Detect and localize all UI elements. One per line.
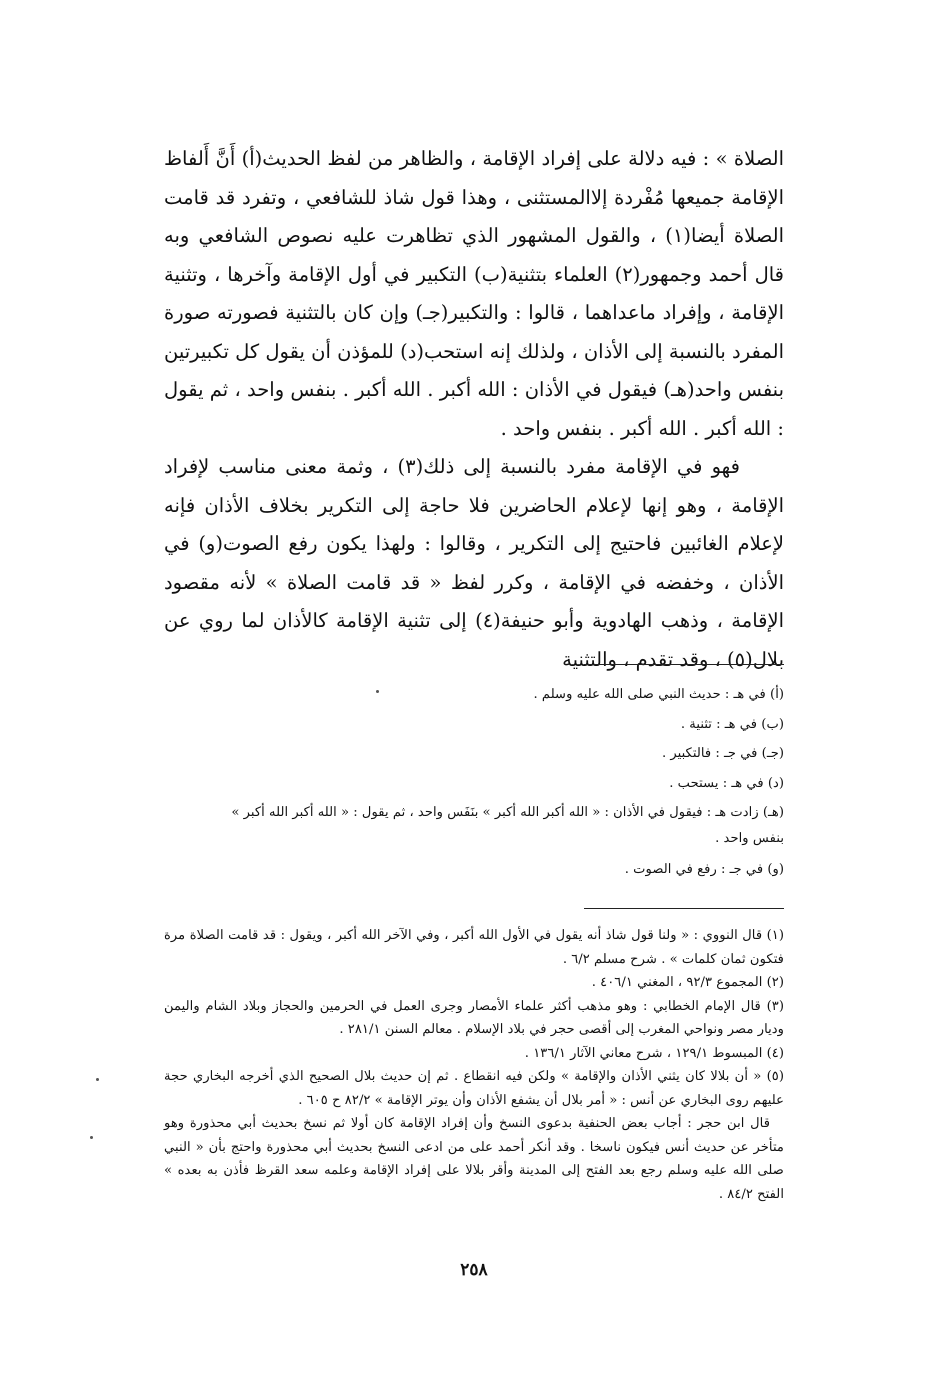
main-paragraph: الصلاة » : فيه دلالة على إفراد الإقامة ، والظاهر من لفظ الحديث(أ) أَنَّ أَلفاظ الإقامة جميعها مُفْردة إلاالمستثنى ، وهذا قول شاذ للشافعي ، وتفرد قد قامت الصلاة أيضا(١) ، والقول المشهور الذي تظاهرت عليه نصوص الشافعي وبه قال أحمد وجمهور(٢) العلماء بتثنية(ب) التكبير في أول الإقامة وآخرها ، وتثنية الإقامة ، وإفراد ماعداهما ، قالوا : والتكبير(جـ) وإن كان بالتثنية فصورته صورة المفرد بالنسبة إلى الأذان ، ولذلك إنه استحب(د) للمؤذن أن يقول كل تكبيرتين بنفس واحد(هـ) فيقول في الأذان : الله أكبر . الله أكبر . بنفس واحد ، ثم يقول : الله أكبر . الله أكبر . بنفس واحد . <box>164 147 785 440</box>
footnotes <box>164 924 784 1206</box>
footnote: (٢) المجموع ٩٢/٣ ، المغني ٤٠٦/١ . <box>591 975 784 990</box>
manuscript-variants <box>164 680 784 884</box>
variant-note <box>164 798 784 850</box>
variant-note: (د) في هـ : يستحب . <box>669 775 784 791</box>
main-paragraph: فهو في الإقامة مفرد بالنسبة إلى ذلك(٣) ، وثمة معنى مناسب لإفراد الإقامة ، وهو إنها لإعلام الحاضرين فلا حاجة إلى التكرير بخلاف الأذان فإنه لإعلام الغائبين فاحتيج إلى التكرير ، وقالوا : ولهذا يكون رفع الصوت(و) في الأذان ، وخفضه في الإقامة ، وكرر لفظ « قد قامت الصلاة » لأنه مقصود الإقامة ، وذهب الهادوية وأبو حنيفة(٤) إلى تثنية الإقامة كالأذان لما روي عن بلال(٥) ، وقد تقدم ، والتثنية <box>164 455 784 671</box>
footnote: (٤) المبسوط ١٢٩/١ ، شرح معاني الآثار ١٣٦/١ . <box>524 1045 784 1061</box>
footnotes-divider <box>584 908 784 909</box>
variant-note-continuation: بنفس واحد . <box>715 830 784 846</box>
scan-speck <box>376 690 379 693</box>
footnote-continuation: قال ابن حجر : أجاب بعض الحنفية بدعوى النسخ وأن إفراد الإقامة كان أولا ثم نسخ بحديث أبي محذورة وهو متأخر عن حديث أنس فيكون ناسخا . وقد أنكر أحمد على من ادعى النسخ بحديث أبي محذورة واحتج بأن « النبي صلى الله عليه وسلم رجع بعد الفتح إلى المدينة وأقر بلالا على إفراد الإقامة وعلمه سعد القرظ فأذن به بعده » الفتح ٨٤/٢ . <box>164 1116 784 1202</box>
footnote: (١) قال النووي : « ولنا قول شاذ أنه يقول في الأول الله أكبر ، وفي الآخر الله أكبر ، ويقول : قد قامت الصلاة مرة فتكون ثمان كلمات » . شرح مسلم ٦/٢ . <box>164 928 784 967</box>
variant-note: (و) في جـ : رفع في الصوت . <box>624 861 784 877</box>
book-page <box>164 140 784 1370</box>
footnote: (٣) قال الإمام الخطابي : وهو مذهب أكثر علماء الأمصار وجرى العمل في الحرمين والحجاز وبلاد الشام واليمن وديار مصر ونواحي المغرب إلى أقصى حجر في بلاد الإسلام . معالم السنن ٢٨١/١ . <box>164 998 784 1037</box>
page-number: ٢٥٨ <box>460 1260 488 1280</box>
variant-note: (أ) في هـ : حديث النبي صلى الله عليه وسلم . <box>533 687 784 702</box>
variant-note-text: (هـ) زادت هـ : فيقول في الأذان : « الله أكبر الله أكبر » بنَفَس واحد ، ثم يقول : « الله أكبر الله أكبر » <box>231 805 784 820</box>
scan-speck <box>96 1078 99 1081</box>
variants-divider <box>584 664 784 665</box>
variant-note: (ب) في هـ : تثنية . <box>680 716 784 732</box>
variant-note: (جـ) في جـ : فالتكبير . <box>661 746 784 761</box>
footnote: (٥) « أن بلالا كان يثني الأذان والإقامة » ولكن فيه انقطاع . ثم إن حديث بلال الصحيح الذي أخرجه البخاري حجة عليهم روى البخاري عن أنس : « أمر بلال أن يشفع الأذان وأن يوتر الإقامة » ٨٢/٢ ح ٦٠٥ . <box>164 1069 784 1108</box>
scan-speck <box>90 1136 93 1139</box>
main-text <box>164 140 784 679</box>
